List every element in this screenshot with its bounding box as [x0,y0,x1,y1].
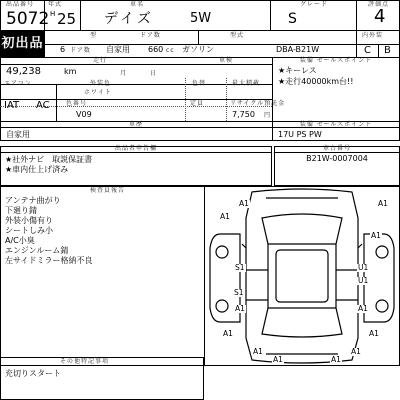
interior-score: C [364,45,371,56]
day-label: 日 [150,70,158,77]
color-name: ホワイト [84,89,112,96]
inspector-note-7: 左サイドミラー格納不良 [5,256,93,265]
history-label: 車歴 [128,121,144,128]
mileage-unit: km [64,67,77,76]
equipment-label: 装備 セールスポイント [299,121,373,128]
year-label: 年式 [48,1,63,8]
damage-mark: A1 [378,199,388,208]
seller-notes-title: 出品者申告欄 [114,145,158,152]
equipment: 17U PS PW [278,130,322,139]
damage-mark: A1 [358,304,368,313]
inspection-label: 車検 [218,57,234,64]
lot-number-label: 出品番号 [6,1,35,8]
capacity-label: 定員 [190,100,205,107]
damage-mark: S1 [234,288,244,297]
damage-mark: A1 [253,347,263,356]
recycle-unit: 円 [264,112,272,119]
color-label: 外装色 [90,80,112,87]
inspector-note-2: 下廻り錆 [5,206,37,215]
seller-note-2: ★車内仕上げ済み [5,165,69,174]
year-prefix: H [50,10,56,18]
recycle-fee: 7,750 [232,110,255,119]
displacement: 660 [148,45,164,54]
sales-point-2: ★走行40000km台!! [278,77,354,86]
month-label: 月 [120,70,128,77]
model-code-label: 型式 [230,32,245,39]
damage-mark: U1 [358,263,369,272]
model-year: 25 [57,10,77,28]
footer-text: 充切りスタート [5,369,61,378]
fuel: ガソリン [182,45,214,54]
damage-mark: A1 [235,304,245,313]
grade-code: 5W [190,11,212,26]
model-code: DBA-B21W [276,45,320,54]
color-code-label: 色番号 [66,100,88,107]
ac-value: AC [36,100,50,111]
footer-title: その他特記事項 [60,358,110,365]
sales-point-1: ★キーレス [278,66,317,75]
displacement-unit: cc [166,47,175,54]
transmission: IAT [4,100,20,111]
history-value: 自家用 [6,130,30,139]
damage-mark: A1 [223,329,233,338]
damage-mark: A1 [273,355,283,364]
seller-note-1: ★社外ナビ 取説保証書 [5,155,93,164]
mileage-label: 走行 [92,57,108,64]
inspector-note-6: エンジンルーム錆 [5,246,69,255]
damage-mark: A1 [351,347,361,356]
grade-name: S [288,11,297,27]
color-code: V09 [76,110,92,119]
exterior-score: B [384,45,391,56]
damage-mark: A1 [369,329,379,338]
car-name: デイズ [104,11,154,27]
interior-label: 内外装 [362,32,384,39]
ac-label: エアコン [4,80,32,87]
damage-mark: A1 [239,199,249,208]
mileage: 49,238 [6,66,41,77]
car-name-label: 車名 [130,1,145,8]
damage-mark: A1 [220,212,230,221]
damage-mark: A1 [371,231,381,240]
chassis-title: 車台番号 [322,145,352,152]
inspector-note-3: 外装小傷有り [5,216,53,225]
chassis-number: B21W-0007004 [306,154,368,163]
type-label: 型 [90,32,98,39]
door-count: 6 [60,45,66,54]
lot-number: 5072 [6,9,50,29]
color-change-label: 色替 [192,80,207,87]
sales-points-label: 装備 セールスポイント [299,57,373,64]
damage-mark: U1 [358,276,369,285]
score-label: 評価点 [368,1,390,8]
inspector-title: 検査員報告 [90,187,126,194]
recycle-label: リサイクル預託金 [230,100,286,107]
load-label: 最大積載 [232,80,261,87]
grade-label: グレード [300,1,329,8]
damage-mark: A1 [331,355,341,364]
first-listing-badge: 初出品 [1,31,44,57]
inspector-note-5: A/C小臭 [5,236,35,245]
purpose: 自家用 [106,45,130,54]
inspector-note-4: シートしみ小 [5,226,53,235]
damage-mark: S1 [235,263,245,272]
doors-label: ドア数 [140,32,161,39]
doors-small-label: ドア数 [70,47,91,54]
score-value: 4 [374,6,386,27]
inspector-note-1: アンテナ曲がり [5,196,61,205]
